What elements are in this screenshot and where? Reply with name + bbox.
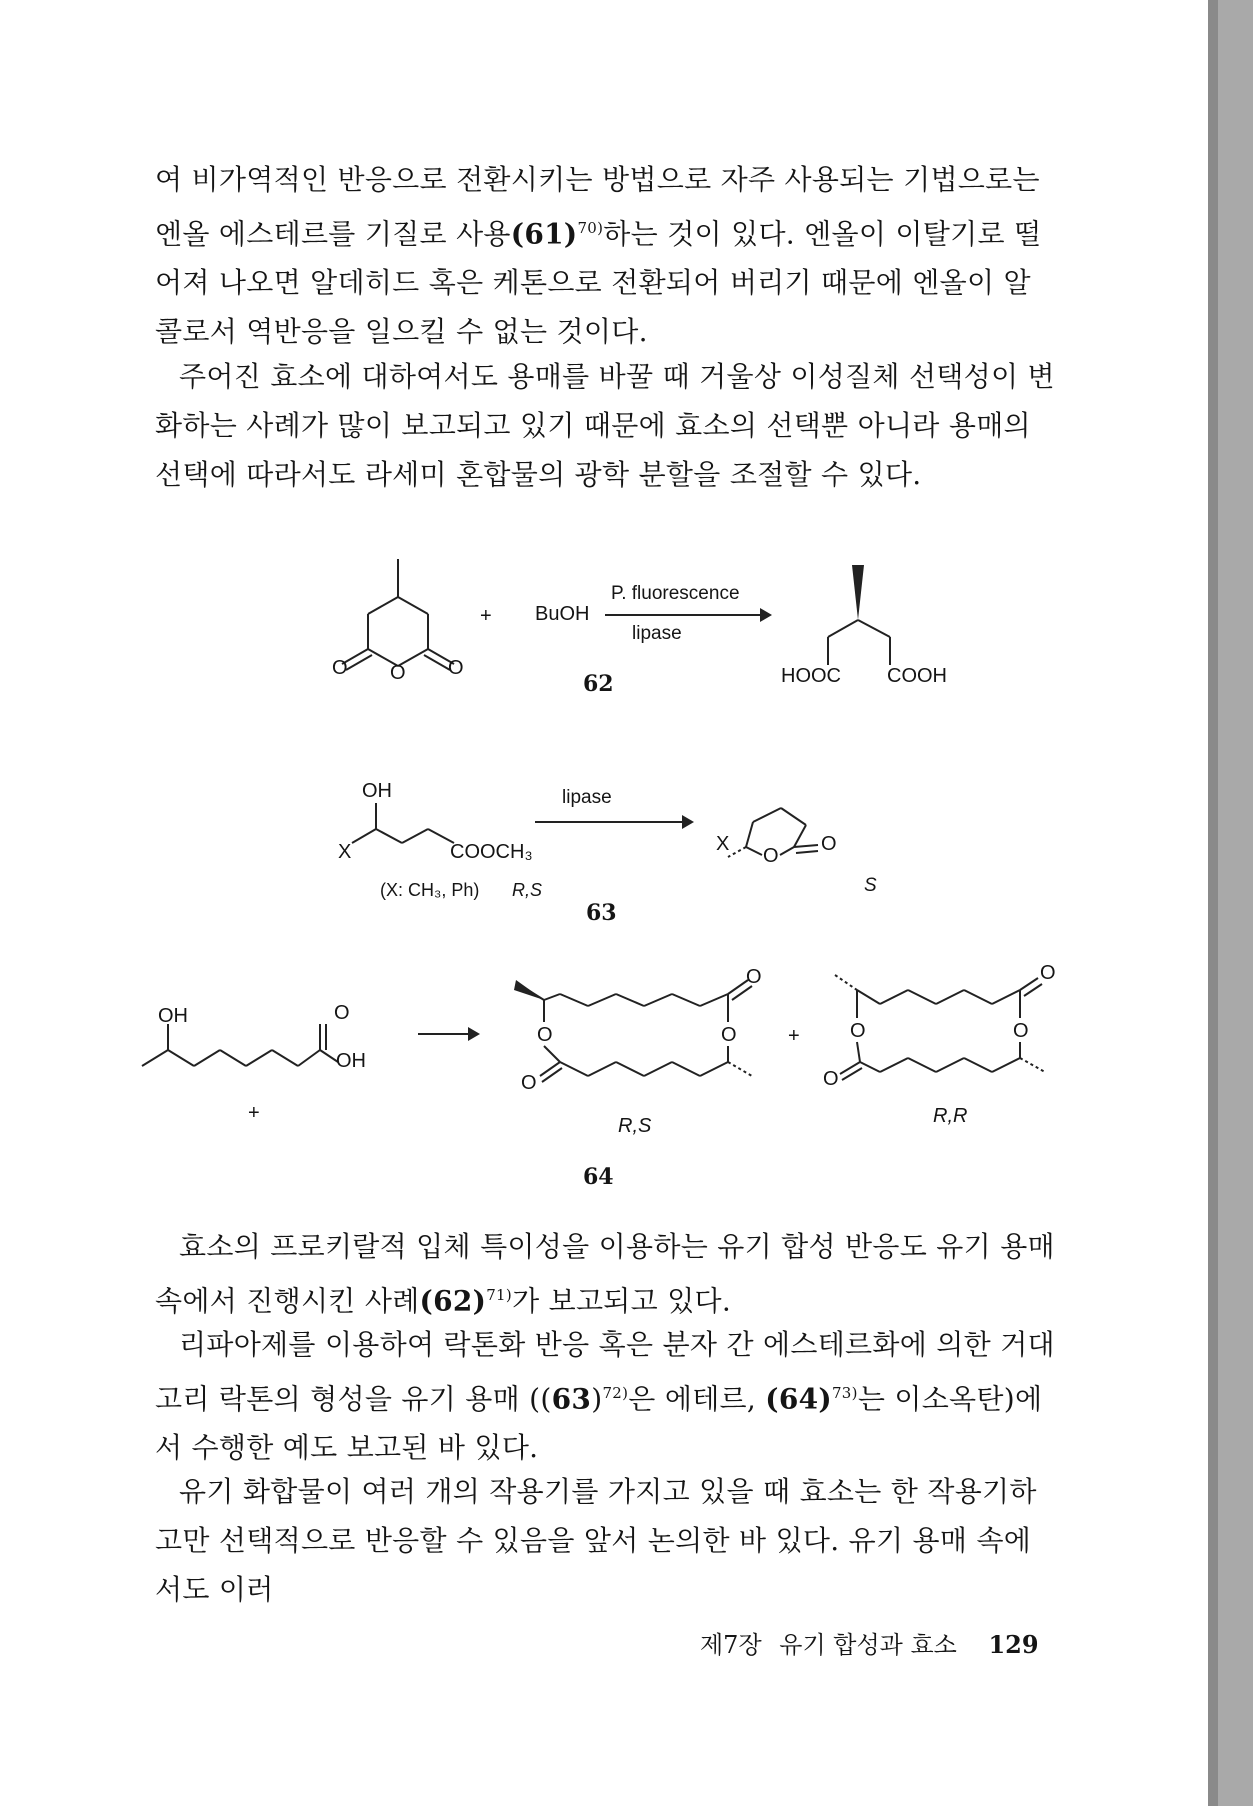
macrocycle-rr-o-ring-left: O	[850, 1020, 866, 1042]
x-label: X	[338, 841, 352, 863]
page-number: 129	[988, 1630, 1039, 1659]
paragraph-2	[155, 352, 1055, 499]
lactone-ring-o: O	[763, 845, 779, 867]
hydroxy-oh-label: OH	[158, 1005, 188, 1027]
reference-72: 72)	[602, 1384, 629, 1402]
arrow-label: lipase	[562, 787, 612, 808]
citation-61: (61)	[510, 217, 578, 251]
reference-71: 71)	[486, 1286, 513, 1304]
compound-number-64: 64	[583, 1164, 614, 1190]
reference-70: 70)	[577, 219, 604, 237]
scheme-63	[330, 775, 950, 935]
paragraph-3	[155, 1222, 1055, 1325]
compound-number-62: 62	[583, 671, 614, 697]
citation-64: (64)	[765, 1382, 832, 1416]
footer-title: 유기 합성과 효소	[779, 1631, 957, 1659]
scheme-64-drawing	[140, 950, 1080, 1200]
oh-label: OH	[362, 780, 392, 802]
acid-oh-label: OH	[336, 1050, 366, 1072]
acid-carbonyl-o: O	[334, 1002, 350, 1024]
config-rs: R,S	[618, 1115, 652, 1137]
paragraph-4-text-c: 는 이소옥탄)에서 수행한 예도 보고된 바 있다.	[155, 1382, 1043, 1465]
macrocycle-rr-o-ring-right: O	[1013, 1020, 1029, 1042]
paragraph-1-text-b: 하는 것이 있다. 엔올이 이탈기로 떨어져 나오면 알데히드 혹은 케톤으로 전환되어 버리기 때문에 엔올이 알콜로서 역반응을 일으킬 수 없는 것이다.	[155, 217, 1042, 349]
anhydride-o-left: O	[332, 657, 348, 679]
paragraph-5	[155, 1467, 1055, 1614]
lactone-x-label: X	[716, 833, 730, 855]
product-cooh: COOH	[887, 665, 947, 687]
paragraph-3-text-a: 효소의 프로키랄적 입체 특이성을 이용하는 유기 합성 반응도 유기 용매 속에서 진행시킨 사례	[155, 1230, 1055, 1318]
paragraph-3-text-b: 가 보고되고 있다.	[512, 1284, 732, 1318]
scheme-64	[140, 950, 1080, 1200]
footer-chapter: 제7장	[700, 1631, 762, 1659]
macrocycle-rr-o-carbonyl-bottom: O	[823, 1068, 839, 1090]
substituent-conditions: (X: CH₃, Ph)	[380, 880, 480, 900]
citation-62: (62)	[419, 1284, 487, 1318]
config-s: S	[864, 875, 877, 896]
reagent-buoh: BuOH	[535, 603, 590, 625]
plus-below: +	[248, 1102, 260, 1124]
paragraph-1-text-a: 여 비가역적인 반응으로 전환시키는 방법으로 자주 사용되는 기법으로는 엔올 에스테르를 기질로 사용	[155, 163, 1040, 251]
plus-sign: +	[480, 605, 492, 627]
arrow-label-above: P. fluorescence	[611, 583, 740, 604]
config-racemic: R,S	[512, 880, 543, 900]
plus-between: +	[788, 1025, 800, 1047]
scheme-62	[320, 545, 1000, 705]
paragraph-2-text: 주어진 효소에 대하여서도 용매를 바꿀 때 거울상 이성질체 선택성이 변화하는 사례가 많이 보고되고 있기 때문에 효소의 선택뿐 아니라 용매의 선택에 따라서도 라세미 혼합물의 광학 분할을 조절할 수 있다.	[155, 360, 1055, 491]
macrocycle-rs-o-carbonyl-top: O	[746, 966, 762, 988]
anhydride-o-ring: O	[390, 662, 406, 684]
lactone-carbonyl-o: O	[821, 833, 837, 855]
arrow-label-below: lipase	[632, 623, 682, 644]
paragraph-4-text-a: 리파아제를 이용하여 락톤화 반응 혹은 분자 간 에스테르화에 의한 거대 고리 락톤의 형성을 유기 용매 ((	[155, 1328, 1055, 1416]
paragraph-4-text-b: 은 에테르,	[628, 1382, 766, 1416]
macrocycle-rs-o-ring-left: O	[537, 1024, 553, 1046]
paragraph-1	[155, 155, 1055, 356]
paragraph-5-text: 유기 화합물이 여러 개의 작용기를 가지고 있을 때 효소는 한 작용기하고만 선택적으로 반응할 수 있음을 앞서 논의한 바 있다. 유기 용매 속에서도 이러	[155, 1475, 1037, 1606]
config-rr: R,R	[933, 1105, 968, 1127]
page-edge-shadow	[1208, 0, 1253, 1806]
product-hooc: HOOC	[781, 665, 841, 687]
scheme-63-drawing	[330, 775, 950, 935]
ester-label: COOCH₃	[450, 841, 533, 863]
citation-63: 63	[551, 1382, 592, 1416]
paragraph-4: 리파아제를 이용하여 락톤화 반응 혹은 분자 간 에스테르화에 의한 거대 고리 락톤의 형성을 유기 용매 ($(63)^{72)}$은 에테르, $(64)^{73)}$는 이소옥탄)에서 수행한 예도 보고된 바 있다.	[155, 1328, 1055, 1465]
anhydride-o-right: O	[448, 657, 464, 679]
page-footer	[700, 1625, 1039, 1660]
macrocycle-rs-o-ring-right: O	[721, 1024, 737, 1046]
macrocycle-rr-o-carbonyl-top: O	[1040, 962, 1056, 984]
compound-number-63: 63	[586, 900, 617, 926]
reference-73: 73)	[831, 1384, 858, 1402]
macrocycle-rs-o-carbonyl-bottom: O	[521, 1072, 537, 1094]
